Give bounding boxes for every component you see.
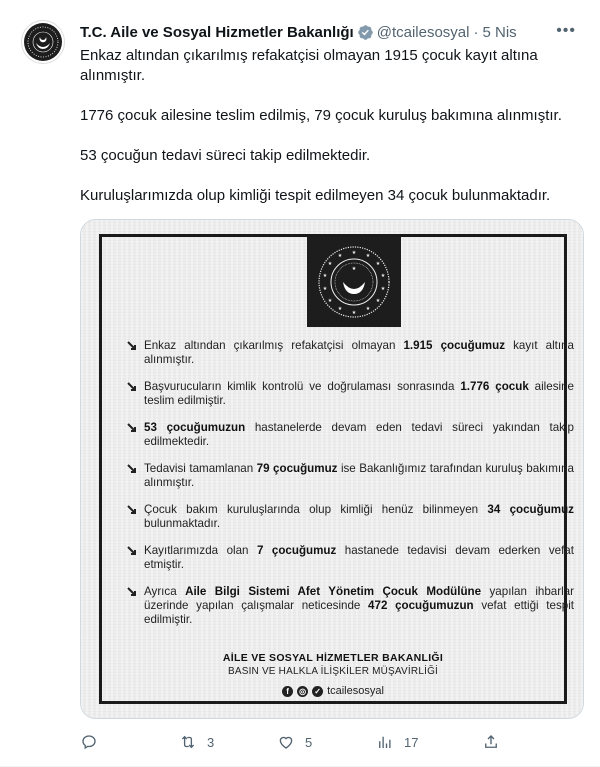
tweet-paragraph: 53 çocuğun tedavi süreci takip edilmektedir. [80, 147, 371, 164]
instagram-icon: ◎ [297, 686, 308, 697]
verified-badge-icon [357, 24, 374, 41]
svg-text:★: ★ [365, 253, 371, 259]
svg-text:★: ★ [351, 310, 357, 316]
author-handle[interactable]: @tcailesosyal [376, 23, 470, 41]
bullet-arrow-icon [126, 463, 138, 475]
announcement-item: 53 çocuğumuzun hastanelerde devam eden tedavi süreci yakından takip edilmektedir. [124, 421, 574, 449]
svg-text:★: ★ [322, 273, 328, 279]
retweet-icon [179, 733, 197, 751]
bullet-arrow-icon [126, 586, 138, 598]
announcement-footer [102, 652, 564, 699]
timestamp[interactable]: 5 Nis [482, 23, 517, 41]
ministry-logo-icon [23, 22, 63, 62]
bullet-arrow-icon [126, 340, 138, 352]
svg-text:★: ★ [375, 298, 381, 304]
announcement-item: Ayrıca Aile Bilgi Sistemi Afet Yönetim Çocuk Modülüne yapılan ihbarlar üzerinde yapılan çalışmalar neticesinde 472 çocuğumuzun vefat ettiği tespit edilmiştir. [124, 585, 574, 627]
views-count: 17 [404, 734, 419, 750]
ministry-emblem [307, 237, 401, 327]
views-button[interactable] [376, 733, 418, 751]
tweet-image[interactable] [80, 219, 584, 719]
tweet-paragraph: Kuruluşlarımızda olup kimliği tespit edilmeyen 34 çocuk bulunmaktadır. [80, 187, 551, 204]
announcement-item: Başvurucuların kimlik kontrolü ve doğrulaması sonrasında 1.776 çocuk ailesine teslim edilmiştir. [124, 380, 574, 408]
retweet-count: 3 [207, 734, 215, 750]
announcement-item: Enkaz altından çıkarılmış refakatçisi olmayan 1.915 çocuğumuz kayıt altına alınmıştır. [124, 339, 574, 367]
svg-text:★: ★ [337, 306, 343, 312]
footer-social [282, 685, 384, 697]
svg-text:★: ★ [380, 286, 386, 292]
tweet-paragraph: Enkaz altından çıkarılmış refakatçisi olmayan 1915 çocuk kayıt altına alınmıştır. [80, 47, 538, 84]
reply-button[interactable] [80, 733, 108, 751]
more-options-icon[interactable]: ••• [556, 22, 576, 39]
svg-text:★: ★ [327, 298, 333, 304]
announcement-list [124, 339, 574, 640]
reply-icon [80, 733, 98, 751]
share-icon [482, 733, 500, 751]
bullet-arrow-icon [126, 422, 138, 434]
announcement-item: Çocuk bakım kuruluşlarında olup kimliği henüz bilinmeyen 34 çocuğumuz bulunmaktadır. [124, 503, 574, 531]
announcement-item: Tedavisi tamamlanan 79 çocuğumuz ise Bakanlığımız tarafından kuruluş bakımına alınmıştır. [124, 462, 574, 490]
retweet-button[interactable] [179, 733, 214, 751]
svg-text:★: ★ [375, 261, 381, 267]
like-button[interactable] [277, 733, 312, 751]
announcement-item: Kayıtlarımızda olan 7 çocuğumuz hastanede tedavisi devam ederken vefat etmiştir. [124, 544, 574, 572]
footer-organization: AİLE VE SOSYAL HİZMETLER BAKANLIĞI [222, 652, 444, 664]
heart-icon [277, 733, 295, 751]
footer-department: BASIN VE HALKLA İLİŞKİLER MÜŞAVİRLİĞİ [227, 666, 439, 677]
tweet-actions [80, 733, 510, 753]
svg-text:★: ★ [380, 273, 386, 279]
separator: · [473, 23, 479, 41]
svg-text:★: ★ [351, 266, 357, 272]
bullet-arrow-icon [126, 545, 138, 557]
author-name[interactable]: T.C. Aile ve Sosyal Hizmetler Bakanlığı [80, 23, 354, 41]
footer-handle: tcailesosyal [327, 685, 384, 697]
bullet-arrow-icon [126, 504, 138, 516]
svg-text:★: ★ [327, 261, 333, 267]
tweet-header [80, 22, 517, 42]
tweet-paragraph: 1776 çocuk ailesine teslim edilmiş, 79 çocuk kuruluş bakımına alınmıştır. [80, 107, 562, 124]
svg-text:★: ★ [365, 306, 371, 312]
avatar[interactable] [21, 20, 65, 64]
bullet-arrow-icon [126, 381, 138, 393]
like-count: 5 [305, 734, 313, 750]
ministry-emblem-icon [316, 244, 392, 320]
share-button[interactable] [482, 733, 500, 751]
svg-text:★: ★ [351, 250, 357, 256]
svg-text:★: ★ [337, 253, 343, 259]
facebook-icon: f [282, 686, 293, 697]
views-chart-icon [376, 733, 394, 751]
tweet-text [80, 46, 580, 206]
twitter-icon: ✓ [312, 686, 323, 697]
svg-text:★: ★ [322, 286, 328, 292]
announcement-frame [99, 234, 574, 704]
